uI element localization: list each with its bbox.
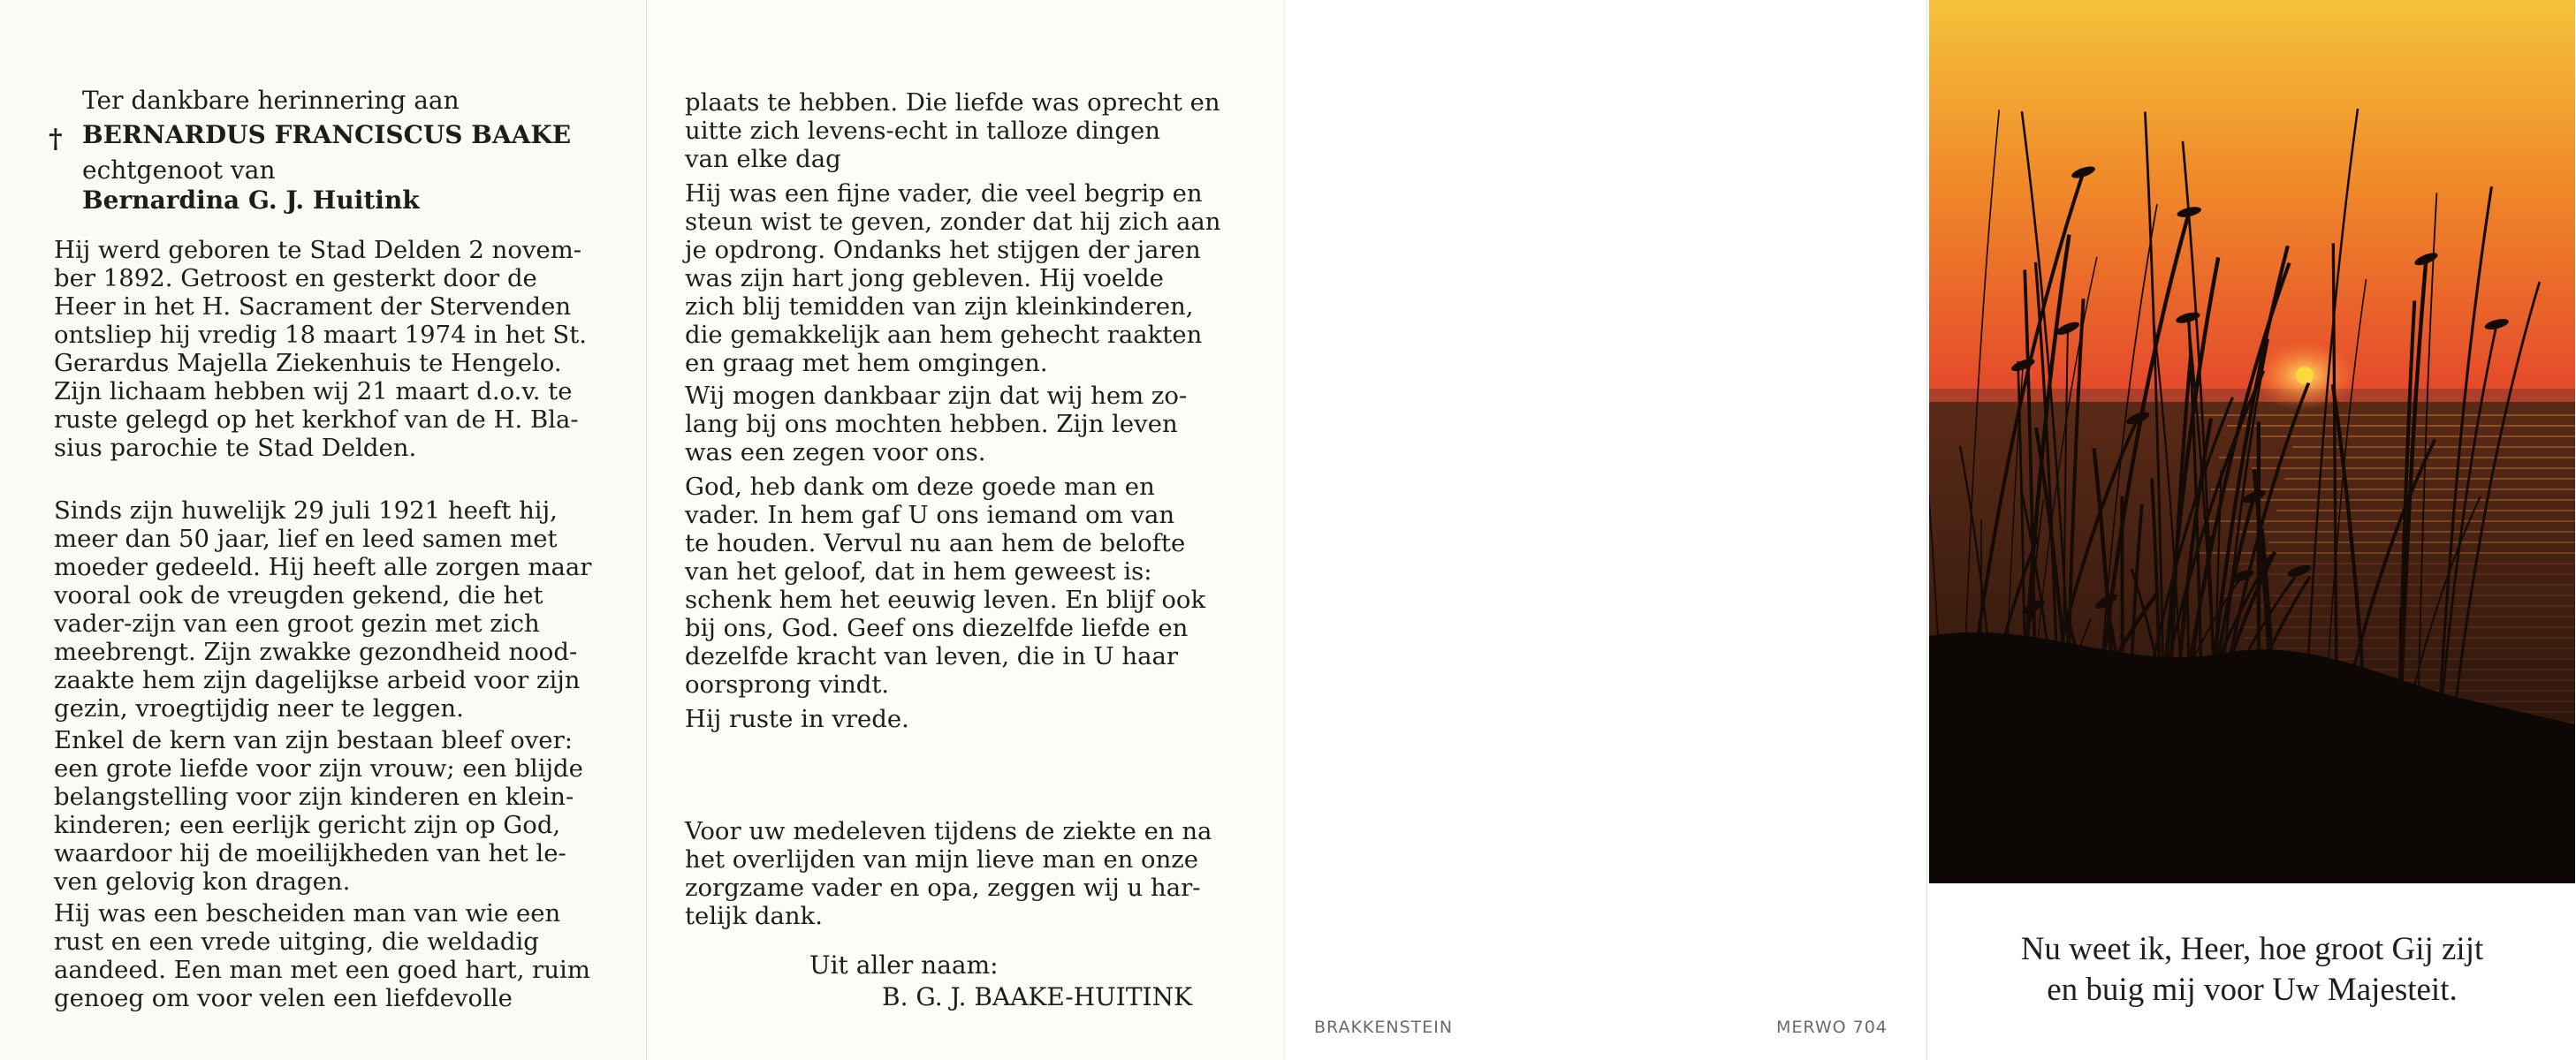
text-line: Zijn lichaam hebben wij 21 maart d.o.v. te xyxy=(54,377,573,405)
spouse-name: Bernardina G. J. Huitink xyxy=(82,186,420,215)
text-line: meer dan 50 jaar, lief en leed samen met xyxy=(54,525,558,553)
text-line: gezin, vroegtijdig neer te leggen. xyxy=(54,694,464,723)
text-line: God, heb dank om deze goede man en xyxy=(685,473,1155,501)
card-panel-left xyxy=(0,0,646,1060)
text-line: van het geloof, dat in hem geweest is: xyxy=(685,557,1152,586)
text-line: rust en een vrede uitging, die weldadig xyxy=(54,928,539,956)
text-line: Hij was een fijne vader, die veel begrip en xyxy=(685,179,1203,208)
card-panel-middle xyxy=(646,0,1284,1060)
text-line: schenk hem het eeuwig leven. En blijf ook xyxy=(685,586,1206,614)
text-line: waardoor hij de moeilijkheden van het le- xyxy=(54,839,566,867)
text-line: Enkel de kern van zijn bestaan bleef over: xyxy=(54,726,573,754)
paragraph-love xyxy=(685,88,1242,173)
text-line: ven gelovig kon dragen. xyxy=(54,867,351,896)
card-panel-photo xyxy=(1926,0,2576,1060)
sunset-reeds-photo xyxy=(1929,0,2575,883)
text-line: te houden. Vervul nu aan hem de belofte xyxy=(685,529,1186,557)
text-line: die gemakkelijk aan hem gehecht raakten xyxy=(685,321,1203,349)
paragraph-prayer xyxy=(685,473,1242,699)
text-line: dezelfde kracht van leven, die in U haar xyxy=(685,642,1179,670)
text-line: zaakte hem zijn dagelijkse arbeid voor zijn xyxy=(54,666,581,694)
text-line: vader. In hem gaf U ons iemand om van xyxy=(685,501,1175,529)
signoff-label: Uit aller naam: xyxy=(809,950,999,980)
text-line: en graag met hem omgingen. xyxy=(685,349,1048,377)
paragraph-core xyxy=(54,726,602,896)
text-line: het overlijden van mijn lieve man en onze xyxy=(685,845,1199,874)
signoff-name: B. G. J. BAAKE-HUITINK xyxy=(882,982,1192,1011)
paragraph-birth-death xyxy=(54,236,602,462)
text-line: plaats te hebben. Die liefde was oprecht en xyxy=(685,88,1220,117)
paragraph-marriage xyxy=(54,496,602,723)
text-line: Hij werd geboren te Stad Delden 2 novem- xyxy=(54,236,582,264)
relation-line: echtgenoot van xyxy=(82,155,276,185)
text-line: was een zegen voor ons. xyxy=(685,438,986,466)
text-line: Hij was een bescheiden man van wie een xyxy=(54,899,561,928)
text-line: sius parochie te Stad Delden. xyxy=(54,434,417,462)
text-line: steun wist te geven, zonder dat hij zich aan xyxy=(685,208,1221,236)
text-line: moeder gedeeld. Hij heeft alle zorgen maar xyxy=(54,553,592,581)
text-line: kinderen; een eerlijk gericht zijn op God, xyxy=(54,811,561,839)
paragraph-gratitude xyxy=(685,382,1242,466)
text-line: Wij mogen dankbaar zijn dat wij hem zo- xyxy=(685,382,1188,410)
text-line: ontsliep hij vredig 18 maart 1974 in het St. xyxy=(54,321,588,349)
text-line: meebrengt. Zijn zwakke gezondheid nood- xyxy=(54,638,578,666)
sunset-image xyxy=(1929,0,2575,883)
text-line: je opdrong. Ondanks het stijgen der jaren xyxy=(685,236,1201,264)
card-code: MERWO 704 xyxy=(1776,1018,1888,1037)
text-line: Gerardus Majella Ziekenhuis te Hengelo. xyxy=(54,349,562,377)
text-line: belangstelling voor zijn kinderen en klein- xyxy=(54,783,574,811)
text-line: oorsprong vindt. xyxy=(685,670,890,699)
paragraph-character xyxy=(54,899,602,1012)
photo-caption xyxy=(1927,929,2576,1011)
text-line: Hij ruste in vrede. xyxy=(685,705,909,733)
text-line: vader-zijn van een groot gezin met zich xyxy=(54,610,540,638)
sun xyxy=(2296,367,2314,384)
text-line: bij ons, God. Geef ons diezelfde liefde en xyxy=(685,614,1189,642)
text-line: was zijn hart jong gebleven. Hij voelde xyxy=(685,264,1164,292)
rest-in-peace xyxy=(685,705,1242,733)
text-line: telijk dank. xyxy=(685,902,823,930)
caption-line: Nu weet ik, Heer, hoe groot Gij zijt xyxy=(2020,931,2484,967)
deceased-name: BERNARDUS FRANCISCUS BAAKE xyxy=(82,120,572,149)
text-line: genoeg om voor velen een liefdevolle xyxy=(54,984,513,1012)
text-line: zorgzame vader en opa, zeggen wij u har- xyxy=(685,874,1201,902)
text-line: ruste gelegd op het kerkhof van de H. Bla- xyxy=(54,405,579,434)
paragraph-father xyxy=(685,179,1242,377)
printer-mark: BRAKKENSTEIN xyxy=(1314,1018,1454,1037)
text-line: Heer in het H. Sacrament der Stervenden xyxy=(54,292,572,321)
text-line: zich blij temidden van zijn kleinkinderen, xyxy=(685,292,1194,321)
text-line: Voor uw medeleven tijdens de ziekte en na xyxy=(685,817,1212,845)
card-panel-back xyxy=(1284,0,1926,1060)
text-line: een grote liefde voor zijn vrouw; een blijde xyxy=(54,754,583,783)
text-line: aandeed. Een man met een goed hart, ruim xyxy=(54,956,590,984)
text-line: lang bij ons mochten hebben. Zijn leven xyxy=(685,410,1178,438)
text-line: van elke dag xyxy=(685,145,841,173)
text-line: uitte zich levens-echt in talloze dingen xyxy=(685,117,1160,145)
cross-icon: † xyxy=(49,124,63,155)
text-line: Sinds zijn huwelijk 29 juli 1921 heeft hij, xyxy=(54,496,558,525)
caption-line: en buig mij voor Uw Majesteit. xyxy=(2047,972,2458,1008)
text-line: ber 1892. Getroost en gesterkt door de xyxy=(54,264,537,292)
intro-line: Ter dankbare herinnering aan xyxy=(82,86,460,115)
text-line: vooral ook de vreugden gekend, die het xyxy=(54,581,543,610)
thanks-paragraph xyxy=(685,817,1242,930)
